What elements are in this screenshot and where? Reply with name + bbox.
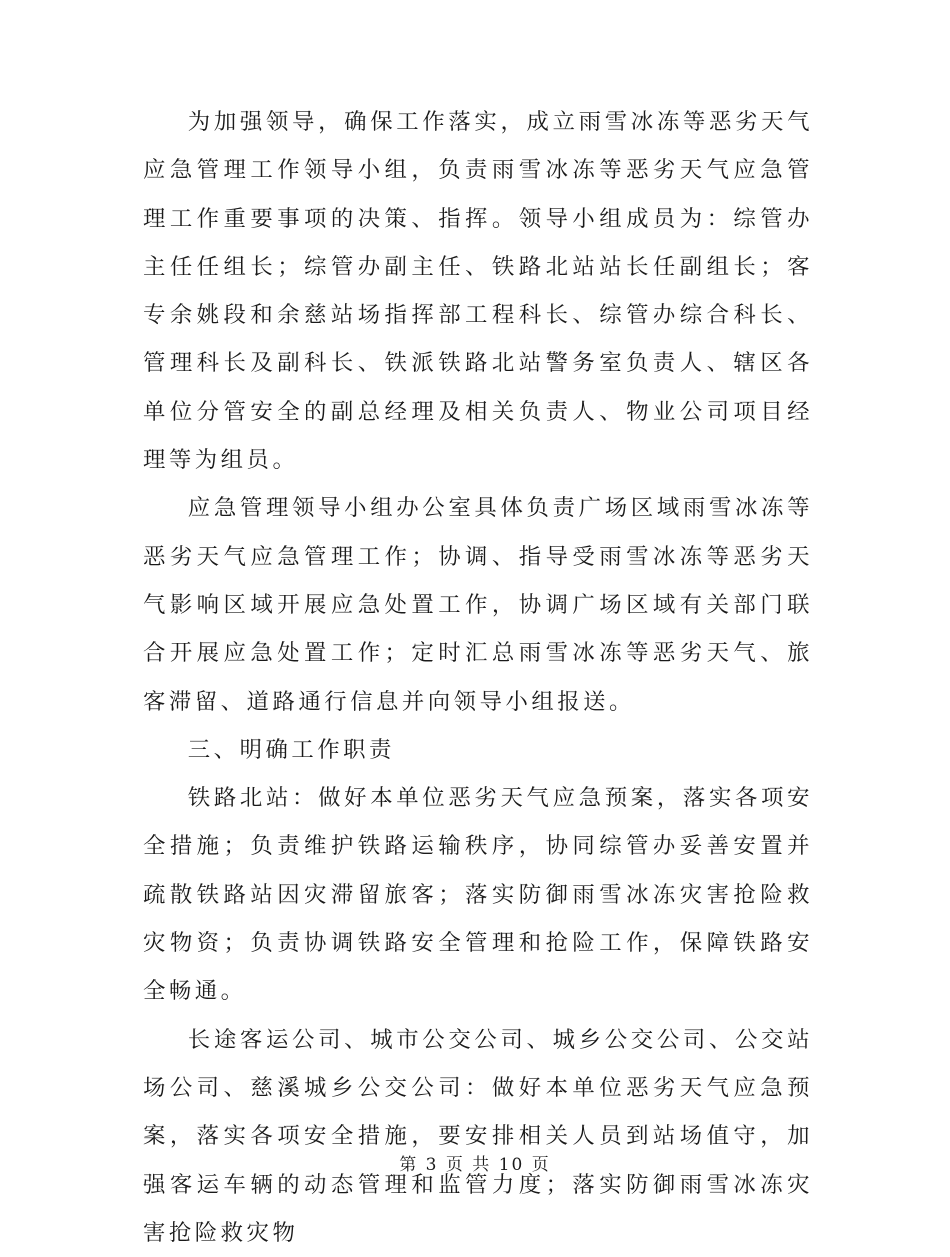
- section-heading: 三、明确工作职责: [187, 736, 395, 763]
- paragraph-railway-station: 铁路北站：做好本单位恶劣天气应急预案，落实各项安全措施；负责维护铁路运输秩序，协同综管办妥善安置并疏散铁路站因灾滞留旅客；落实防御雨雪冰冻灾害抢险救灾物资；负责协调铁路安全管理和抢险工作，保障铁路安全畅通。: [143, 785, 813, 1005]
- paragraph-leadership-group: 为加强领导，确保工作落实，成立雨雪冰冻等恶劣天气应急管理工作领导小组，负责雨雪冰冻等恶劣天气应急管理工作重要事项的决策、指挥。领导小组成员为：综管办主任任组长；综管办副主任、铁路北站站长任副组长；客专余姚段和余慈站场指挥部工程科长、综管办综合科长、管理科长及副科长、铁派铁路北站警务室负责人、辖区各单位分管安全的副总经理及相关负责人、物业公司项目经理等为组员。: [143, 109, 813, 474]
- paragraph-office-duties: 应急管理领导小组办公室具体负责广场区域雨雪冰冻等恶劣天气应急管理工作；协调、指导受雨雪冰冻等恶劣天气影响区域开展应急处置工作，协调广场区域有关部门联合开展应急处置工作；定时汇总雨雪冰冻等恶劣天气、旅客滞留、道路通行信息并向领导小组报送。: [143, 495, 813, 715]
- paragraph-bus-companies: 长途客运公司、城市公交公司、城乡公交公司、公交站场公司、慈溪城乡公交公司：做好本单位恶劣天气应急预案，落实各项安全措施，要安排相关人员到站场值守，加强客运车辆的动态管理和监管力度；落实防御雨雪冰冻灾害抢险救灾物: [143, 1026, 813, 1246]
- document-body: [143, 98, 813, 1257]
- page-number-footer: 第 3 页 共 10 页: [399, 1155, 551, 1175]
